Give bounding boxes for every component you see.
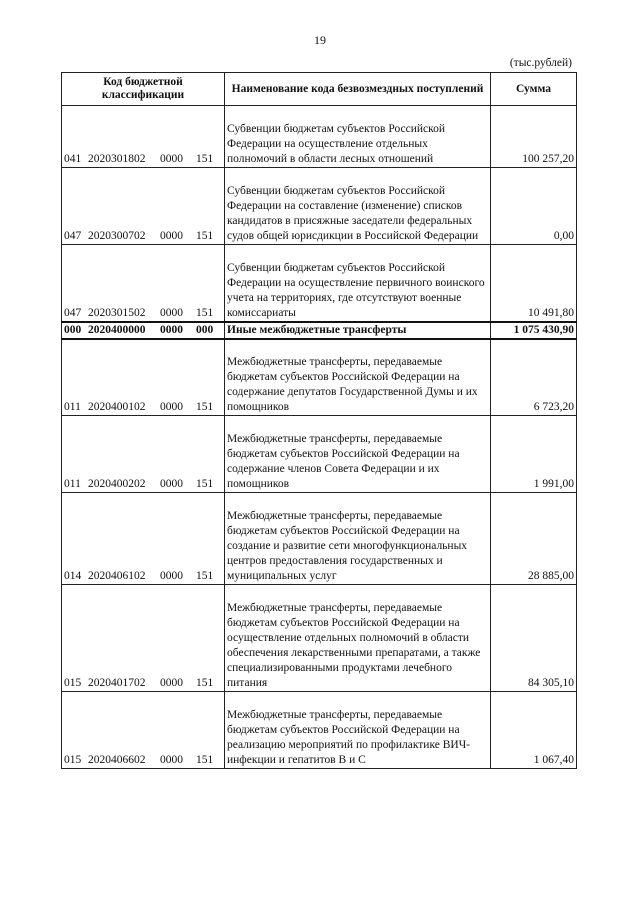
code-part-c1: 015 — [64, 677, 82, 689]
code-part-c2: 2020301802 — [88, 153, 146, 165]
code-part-c4: 151 — [196, 570, 214, 582]
code-part-c3: 0000 — [160, 153, 183, 165]
budget-code-cell — [62, 585, 225, 692]
budget-code-cell — [62, 245, 225, 322]
table-row — [62, 106, 577, 168]
code-part-c3: 0000 — [160, 323, 183, 336]
header-amount: Сумма — [491, 73, 577, 106]
revenue-name-cell: Субвенции бюджетам субъектов Российской Федерации на осуществление первичного воинского учета на территориях, где отсутствуют военные комиссариаты — [225, 245, 491, 322]
code-part-c3: 0000 — [160, 478, 183, 490]
code-part-c4: 151 — [196, 754, 214, 766]
revenue-name-cell: Межбюджетные трансферты, передаваемые бюджетам субъектов Российской Федерации на содержание депутатов Государственной Думы и их помощников — [225, 339, 491, 416]
budget-code-cell — [62, 106, 225, 168]
code-part-c2: 2020400000 — [88, 323, 146, 336]
code-part-c1: 047 — [64, 306, 82, 319]
revenue-name-cell: Субвенции бюджетам субъектов Российской Федерации на составление (изменение) списков кандидатов в присяжные заседатели федеральных судов общей юрисдикции в Российской Федерации — [225, 168, 491, 245]
table-row — [62, 416, 577, 493]
header-name: Наименование кода безвозмездных поступлений — [225, 73, 491, 106]
table-row — [62, 692, 577, 769]
amount-cell: 1 075 430,90 — [491, 322, 577, 339]
code-part-c4: 151 — [196, 153, 214, 165]
amount-cell: 1 067,40 — [491, 692, 577, 769]
budget-code-cell — [62, 692, 225, 769]
budget-code-cell — [62, 322, 225, 339]
amount-cell: 100 257,20 — [491, 106, 577, 168]
code-part-c2: 2020406102 — [88, 570, 146, 582]
budget-code-cell — [62, 339, 225, 416]
code-part-c3: 0000 — [160, 306, 183, 319]
table-row — [62, 322, 577, 339]
table-row — [62, 339, 577, 416]
code-part-c2: 2020400102 — [88, 401, 146, 413]
code-part-c1: 015 — [64, 754, 82, 766]
amount-cell: 0,00 — [491, 168, 577, 245]
budget-code-cell — [62, 168, 225, 245]
budget-code-cell — [62, 416, 225, 493]
budget-table — [61, 72, 577, 769]
code-part-c2: 2020406602 — [88, 754, 146, 766]
code-part-c4: 151 — [196, 306, 214, 319]
units-label: (тыс.рублей) — [509, 57, 572, 69]
amount-cell: 6 723,20 — [491, 339, 577, 416]
code-part-c4: 151 — [196, 478, 214, 490]
code-part-c3: 0000 — [160, 754, 183, 766]
code-part-c2: 2020301502 — [88, 306, 146, 319]
revenue-name-cell: Иные межбюджетные трансферты — [225, 322, 491, 339]
code-part-c1: 000 — [64, 323, 82, 336]
code-part-c3: 0000 — [160, 230, 183, 242]
amount-cell: 28 885,00 — [491, 493, 577, 585]
amount-cell: 1 991,00 — [491, 416, 577, 493]
table-row — [62, 493, 577, 585]
code-part-c1: 011 — [64, 478, 81, 490]
code-part-c3: 0000 — [160, 401, 183, 413]
code-part-c4: 151 — [196, 677, 214, 689]
revenue-name-cell: Межбюджетные трансферты, передаваемые бюджетам субъектов Российской Федерации на содержание членов Совета Федерации и их помощников — [225, 416, 491, 493]
revenue-name-cell: Межбюджетные трансферты, передаваемые бюджетам субъектов Российской Федерации на осуществление отдельных полномочий в области обеспечения лекарственными препаратами, а также специализированными продуктами лечебного питания — [225, 585, 491, 692]
code-part-c4: 151 — [196, 401, 214, 413]
budget-code-cell — [62, 493, 225, 585]
code-part-c1: 014 — [64, 570, 82, 582]
code-part-c3: 0000 — [160, 677, 183, 689]
code-part-c4: 151 — [196, 230, 214, 242]
amount-cell: 84 305,10 — [491, 585, 577, 692]
code-part-c2: 2020400202 — [88, 478, 146, 490]
code-part-c1: 011 — [64, 401, 81, 413]
revenue-name-cell: Межбюджетные трансферты, передаваемые бюджетам субъектов Российской Федерации на реализацию мероприятий по профилактике ВИЧ-инфекции и гепатитов B и C — [225, 692, 491, 769]
table-row — [62, 245, 577, 322]
revenue-name-cell: Субвенции бюджетам субъектов Российской Федерации на осуществление отдельных полномочий в области лесных отношений — [225, 106, 491, 168]
revenue-name-cell: Межбюджетные трансферты, передаваемые бюджетам субъектов Российской Федерации на создание и развитие сети многофункциональных центров предоставления государственных и муниципальных услуг — [225, 493, 491, 585]
code-part-c2: 2020300702 — [88, 230, 146, 242]
code-part-c4: 000 — [196, 323, 214, 336]
table-header-row — [62, 73, 577, 106]
table-row — [62, 168, 577, 245]
page-number: 19 — [314, 33, 326, 47]
header-code: Код бюджетной классификации — [62, 73, 225, 106]
amount-cell: 10 491,80 — [491, 245, 577, 322]
code-part-c3: 0000 — [160, 570, 183, 582]
table-row — [62, 585, 577, 692]
code-part-c1: 047 — [64, 230, 82, 242]
code-part-c2: 2020401702 — [88, 677, 146, 689]
code-part-c1: 041 — [64, 153, 82, 165]
